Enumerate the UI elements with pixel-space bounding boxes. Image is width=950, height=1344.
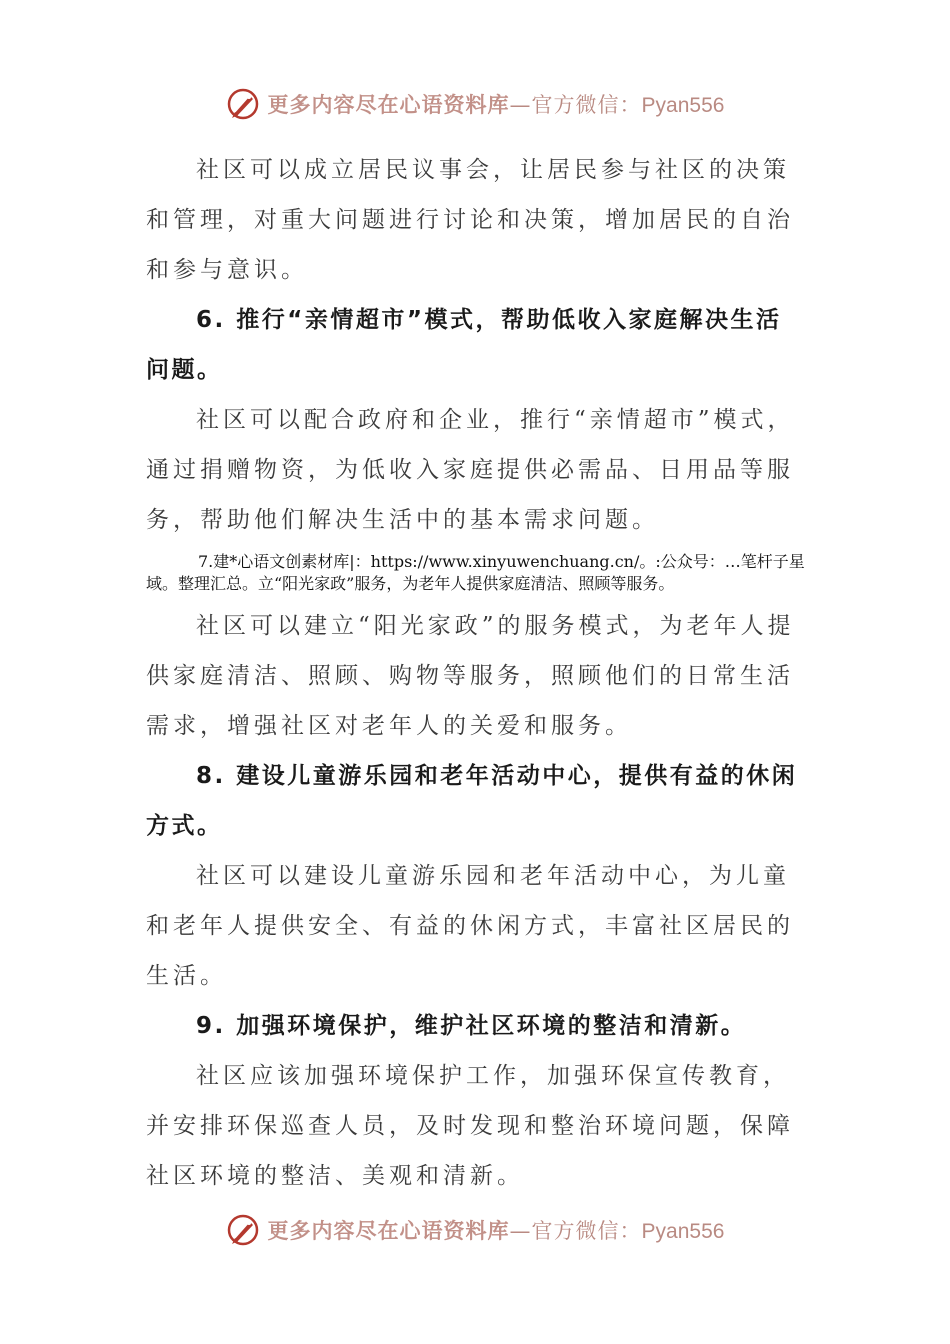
watermark-text bbox=[268, 89, 725, 119]
paragraph-5: 社区应该加强环境保护工作，加强环保宣传教育，并安排环保巡查人员，及时发现和整治环境问题，保障社区环境的整洁、美观和清新。 bbox=[146, 1063, 794, 1189]
heading-6: 6. 推行“亲情超市”模式，帮助低收入家庭解决生活问题。 bbox=[146, 307, 782, 383]
heading-9: 9. 加强环境保护，维护社区环境的整洁和清新。 bbox=[196, 1013, 747, 1039]
watermark-official: 官方微信： bbox=[531, 1219, 642, 1243]
watermark-site: 更多内容尽在心语资料库 bbox=[267, 1219, 510, 1243]
paragraph-2: 社区可以配合政府和企业，推行“亲情超市”模式，通过捐赠物资，为低收入家庭提供必需品、日用品等服务，帮助他们解决生活中的基本需求问题。 bbox=[146, 407, 795, 533]
pen-logo-icon bbox=[226, 1213, 260, 1247]
watermark-dash: — bbox=[509, 93, 532, 117]
paragraph-3: 社区可以建立“阳光家政”的服务模式，为老年人提供家庭清洁、照顾、购物等服务，照顾他们的日常生活需求，增强社区对老年人的关爱和服务。 bbox=[146, 613, 795, 739]
watermark-official: 官方微信： bbox=[531, 93, 642, 117]
paragraph-1: 社区可以成立居民议事会，让居民参与社区的决策和管理，对重大问题进行讨论和决策，增加居民的自治和参与意识。 bbox=[146, 157, 794, 283]
document-body bbox=[146, 145, 806, 1201]
paragraph-4: 社区可以建设儿童游乐园和老年活动中心，为儿童和老年人提供安全、有益的休闲方式，丰富社区居民的生活。 bbox=[146, 863, 794, 989]
watermark-text bbox=[268, 1215, 725, 1245]
watermark-site: 更多内容尽在心语资料库 bbox=[267, 93, 510, 117]
heading-7-small: 7.建*心语文创素材库|：https://www.xinyuwenchuang.cn/。:公众号：…笔杆子星域。整理汇总。立“阳光家政”服务，为老年人提供家庭清洁、照顾等服务。 bbox=[146, 552, 805, 593]
pen-logo-icon bbox=[226, 87, 260, 121]
watermark-wechat-id: Pyan556 bbox=[641, 94, 725, 117]
heading-8: 8. 建设儿童游乐园和老年活动中心，提供有益的休闲方式。 bbox=[146, 763, 798, 839]
watermark-dash: — bbox=[509, 1219, 532, 1243]
footer-watermark bbox=[0, 1210, 950, 1250]
watermark-wechat-id: Pyan556 bbox=[641, 1220, 725, 1243]
header-watermark bbox=[0, 84, 950, 124]
